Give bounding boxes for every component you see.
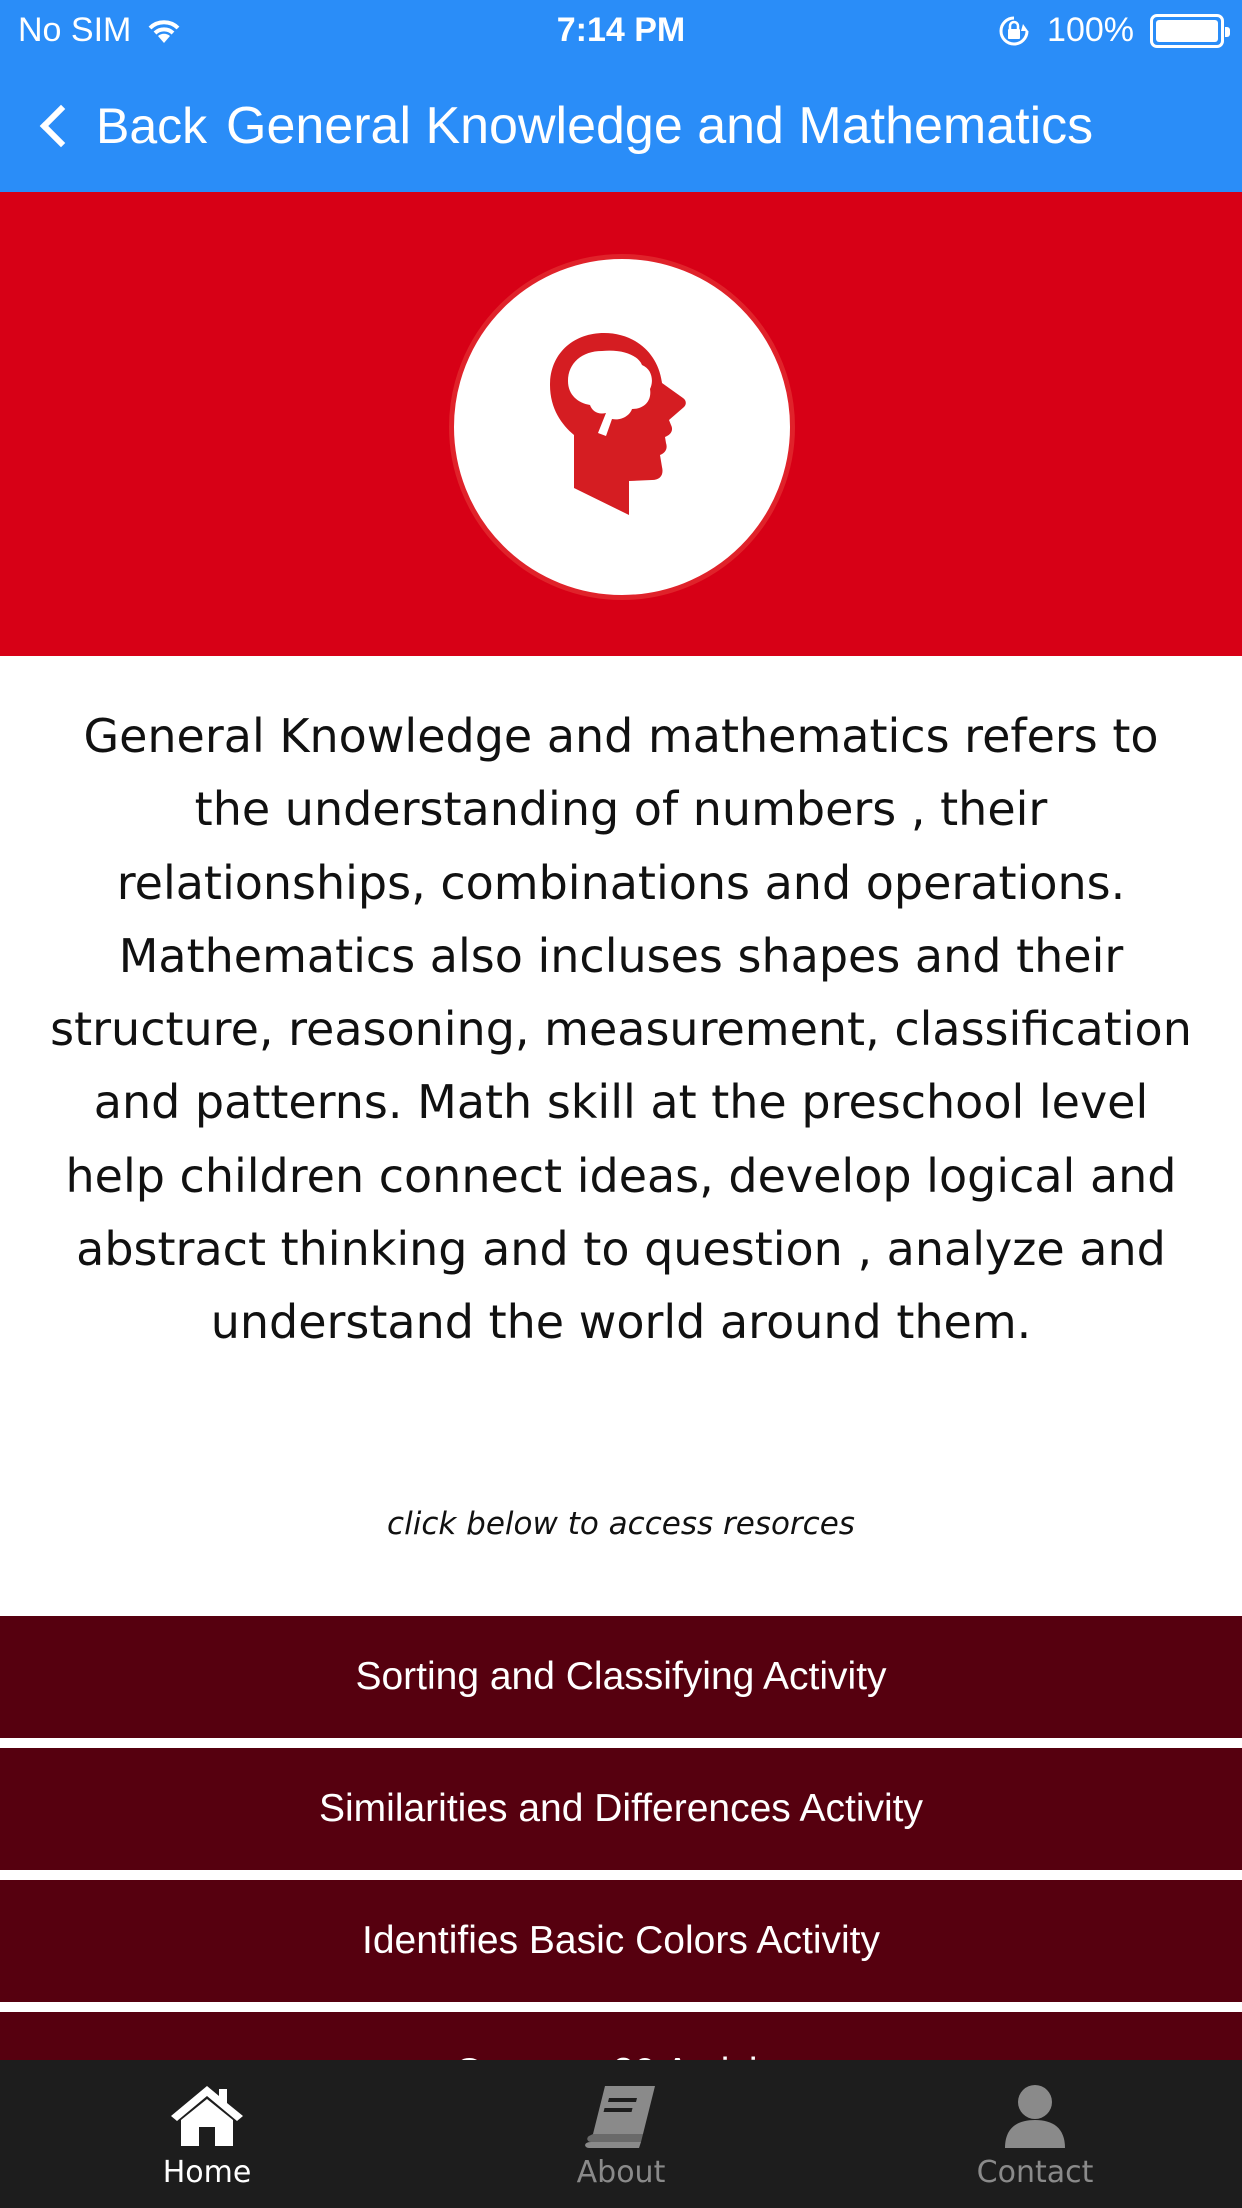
brain-head-icon [534, 325, 714, 530]
sorting-classifying-activity-button[interactable]: Sorting and Classifying Activity [0, 1616, 1242, 1738]
navigation-bar [0, 62, 1242, 192]
tab-contact-label: Contact [976, 2155, 1094, 2190]
back-button[interactable] [32, 94, 207, 158]
similarities-differences-activity-button[interactable]: Similarities and Differences Activity [0, 1748, 1242, 1870]
back-label: Back [96, 98, 208, 154]
book-icon [581, 2082, 661, 2150]
tab-home[interactable] [0, 2060, 414, 2208]
person-icon [995, 2082, 1075, 2150]
description-text: General Knowledge and mathematics refers to the understanding of numbers , their relationships, combinations and operations. Mathematics also incluses shapes and their structure, reasoning, measurement, classification and patterns. Math skill at the preschool level help children connect ideas, develop logical and abstract thinking and to question , analyze and understand the world around them. [50, 709, 1192, 1350]
status-right [997, 11, 1224, 50]
carrier-label: No SIM [18, 11, 132, 49]
basic-colors-activity-button[interactable]: Identifies Basic Colors Activity [0, 1880, 1242, 2002]
orientation-lock-icon [997, 14, 1031, 48]
tab-contact[interactable] [828, 2060, 1242, 2208]
tab-home-label: Home [162, 2155, 252, 2190]
status-time: 7:14 PM [556, 11, 686, 49]
hero-icon-circle [449, 254, 795, 600]
status-bar [0, 0, 1242, 62]
battery-percent: 100% [1047, 11, 1134, 49]
tab-about-label: About [576, 2155, 666, 2190]
home-icon [167, 2082, 247, 2150]
hero-banner [0, 192, 1242, 656]
tab-about[interactable] [414, 2060, 828, 2208]
tab-bar [0, 2060, 1242, 2208]
resources-hint: click below to access resorces [387, 1506, 855, 1542]
chevron-left-icon [40, 105, 82, 147]
battery-icon [1150, 14, 1224, 48]
page-title: General Knowledge and Mathematics [226, 97, 1094, 155]
